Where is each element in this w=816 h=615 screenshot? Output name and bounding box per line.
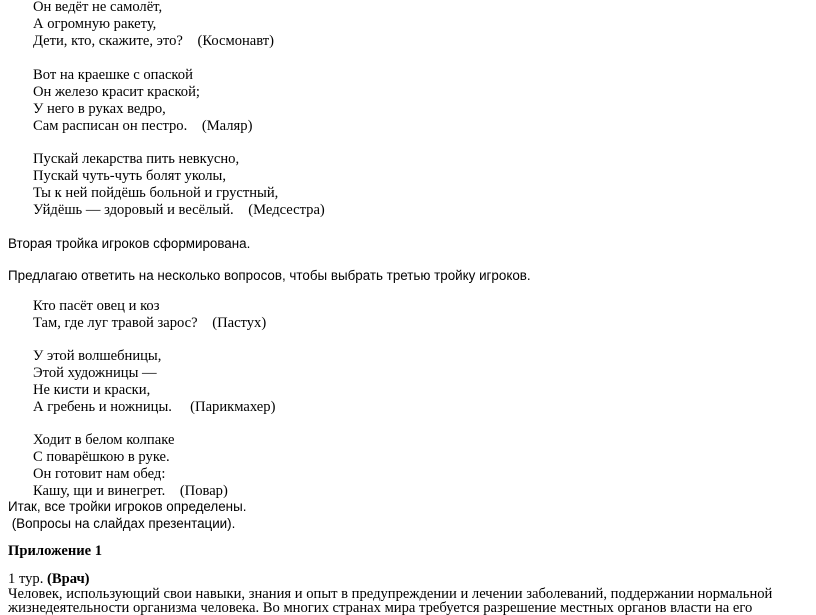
riddle-line: Пускай чуть-чуть болят уколы, — [33, 168, 227, 184]
paragraph-third-trio-intro: Предлагаю ответить на несколько вопросов, чтобы выбрать третью тройку игроков. — [8, 268, 531, 283]
riddle-line: Дети, кто, скажите, это? (Космонавт) — [33, 33, 275, 49]
riddle-line: Ты к ней пойдёшь больной и грустный, — [33, 185, 279, 201]
riddle-line: Там, где луг травой зарос? (Пастух) — [33, 315, 267, 331]
definition-line-cut: жизнедеятельности организма человека. Во многих странах мира требуется разрешение местных органов власти на его — [8, 600, 753, 615]
riddle-line: Кашу, щи и винегрет. (Повар) — [33, 483, 228, 499]
riddle-line: Пускай лекарства пить невкусно, — [33, 151, 240, 167]
riddle-line: С поварёшкою в руке. — [33, 449, 170, 465]
riddle-line: Он ведёт не самолёт, — [33, 0, 163, 15]
riddle-line: Вот на краешке с опаской — [33, 67, 193, 83]
riddle-line: Ходит в белом колпаке — [33, 432, 175, 448]
round-prefix: 1 тур. — [8, 571, 48, 587]
round-title: (Врач) — [47, 571, 90, 587]
riddle-line: Кто пасёт овец и коз — [33, 298, 160, 314]
paragraph-second-trio: Вторая тройка игроков сформирована. — [8, 236, 251, 251]
riddle-line: Сам расписан он пестро. (Маляр) — [33, 118, 253, 134]
riddle-line: Он готовит нам обед: — [33, 466, 166, 482]
paragraph-all-trios: Итак, все тройки игроков определены. — [8, 499, 247, 514]
riddle-line: Он железо красит краской; — [33, 84, 200, 100]
riddle-line: А гребень и ножницы. (Парикмахер) — [33, 399, 276, 415]
riddle-line: Не кисти и краски, — [33, 382, 151, 398]
riddle-line: Этой художницы — — [33, 365, 157, 381]
riddle-line: А огромную ракету, — [33, 16, 157, 32]
paragraph-slides-note: (Вопросы на слайдах презентации). — [8, 516, 236, 531]
definition-line: Человек, использующий свои навыки, знания и опыт в предупреждении и лечении заболеваний, поддержании нормальной — [8, 586, 773, 602]
riddle-line: У него в руках ведро, — [33, 101, 166, 117]
appendix-title: Приложение 1 — [8, 543, 103, 559]
riddle-line: Уйдёшь — здоровый и весёлый. (Медсестра) — [33, 202, 325, 218]
riddle-line: У этой волшебницы, — [33, 348, 162, 364]
